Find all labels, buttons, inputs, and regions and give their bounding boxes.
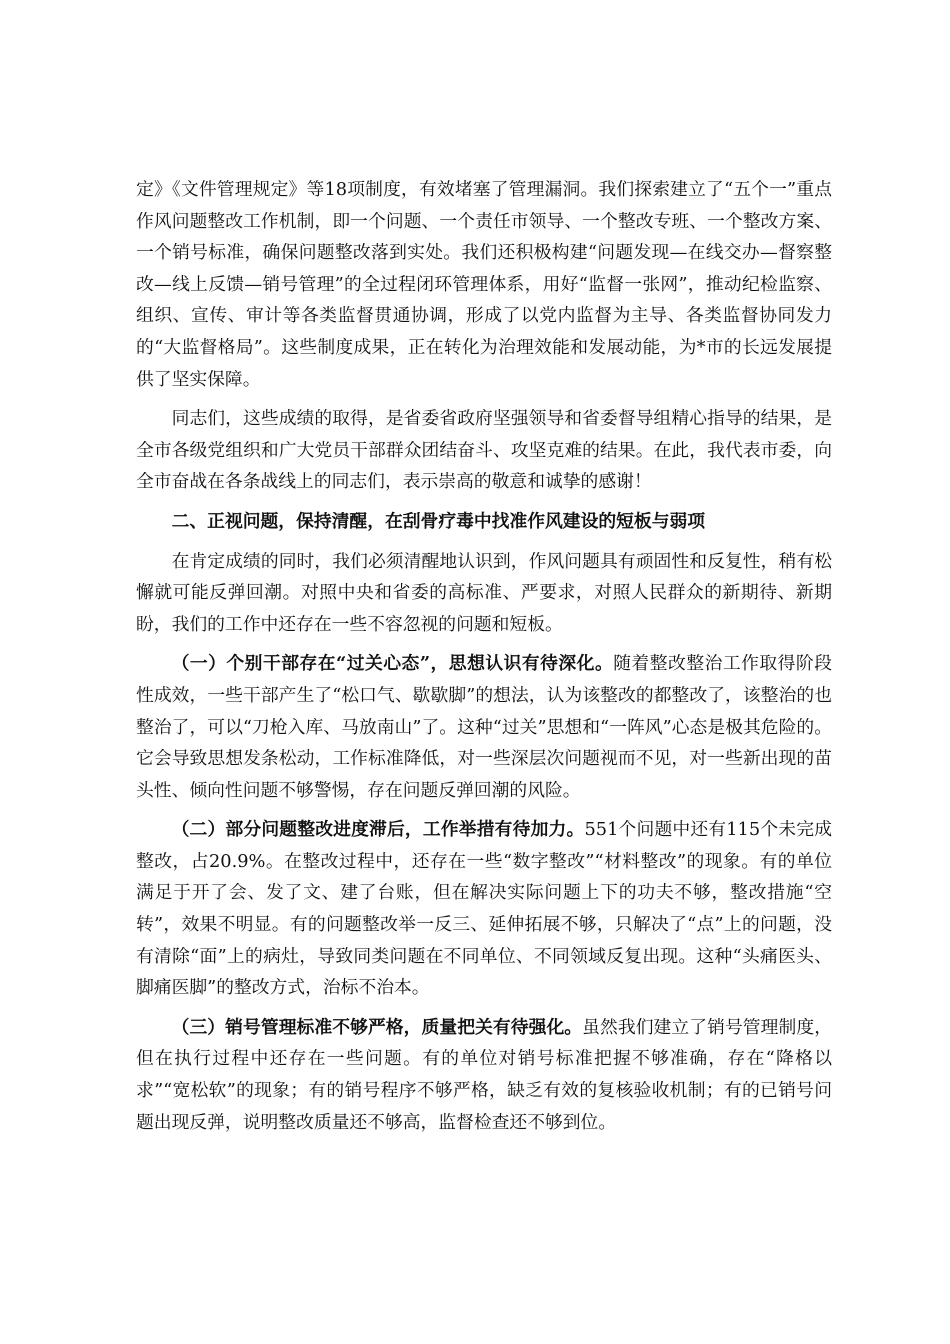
problem-item-3-lead: （三）销号管理标准不够严格，质量把关有待强化。: [171, 1016, 583, 1038]
section-heading: 二、正视问题，保持清醒，在刮骨疗毒中找准作风建设的短板与弱项: [171, 510, 706, 532]
problem-item-2-text: 551个问题中还有115个未完成整改，占20.9%。在整改过程中，还存在一些“数字整改”“材料整改”的现象。有的单位满足于开了会、发了文、建了台账，但在解决实际问题上下的功夫不够，整改措施“空转”，效果不明显。有的问题整改举一反三、延伸拓展不够，只解决了“点”上的问题，没有清除“面”上的病灶，导致同类问题在不同单位、不同领域反复出现。这种“头痛医头、脚痛医脚”的整改方式，治标不治本。: [136, 819, 832, 999]
paragraph-intro: 在肯定成绩的同时，我们必须清醒地认识到，作风问题具有顽固性和反复性，稍有松懈就可能反弹回潮。对照中央和省委的高标准、严要求，对照人民群众的新期待、新期盼，我们的工作中还存在一些不容忽视的问题和短板。: [136, 550, 832, 635]
problem-item-3: [136, 1012, 832, 1138]
problem-item-2-lead: （二）部分问题整改进度滞后，工作举措有待加力。: [171, 819, 585, 841]
problem-item-1: [136, 648, 832, 806]
problem-item-3-text: 虽然我们建立了销号管理制度，但在执行过程中还存在一些问题。有的单位对销号标准把握不够准确，存在“降格以求”“宽松软”的现象；有的销号程序不够严格，缺乏有效的复核验收机制；有的已销号问题出现反弹，说明整改质量还不够高，监督检查还不够到位。: [136, 1016, 832, 1133]
problem-item-1-text: 随着整改整治工作取得阶段性成效，一些干部产生了“松口气、歇歇脚”的想法，认为该整改的都整改了，该整治的也整治了，可以“刀枪入库、马放南山”了。这种“过关”思想和“一阵风”心态是极其危险的。它会导致思想发条松动，工作标准降低，对一些深层次问题视而不见，对一些新出现的苗头性、倾向性问题不够警惕，存在问题反弹回潮的风险。: [136, 653, 832, 801]
document-body: [136, 174, 832, 1146]
problem-item-1-lead: （一）个别干部存在“过关心态”，思想认识有待深化。: [171, 653, 614, 675]
paragraph-continued: 定》《文件管理规定》等18项制度，有效堵塞了管理漏洞。我们探索建立了“五个一”重点作风问题整改工作机制，即一个问题、一个责任市领导、一个整改专班、一个整改方案、一个销号标准，确保问题整改落到实处。我们还积极构建“问题发现—在线交办—督察整改—线上反馈—销号管理”的全过程闭环管理体系，用好“监督一张网”，推动纪检监察、组织、宣传、审计等各类监督贯通协调，形成了以党内监督为主导、各类监督协同发力的“大监督格局”。这些制度成果，正在转化为治理效能和发展动能，为*市的长远发展提供了坚实保障。: [136, 179, 832, 390]
paragraph-thanks: 同志们，这些成绩的取得，是省委省政府坚强领导和省委督导组精心指导的结果，是全市各级党组织和广大党员干部群众团结奋斗、攻坚克难的结果。在此，我代表市委，向全市奋战在各条战线上的同志们，表示崇高的敬意和诚挚的感谢！: [136, 408, 832, 493]
problem-item-2: [136, 814, 832, 1004]
